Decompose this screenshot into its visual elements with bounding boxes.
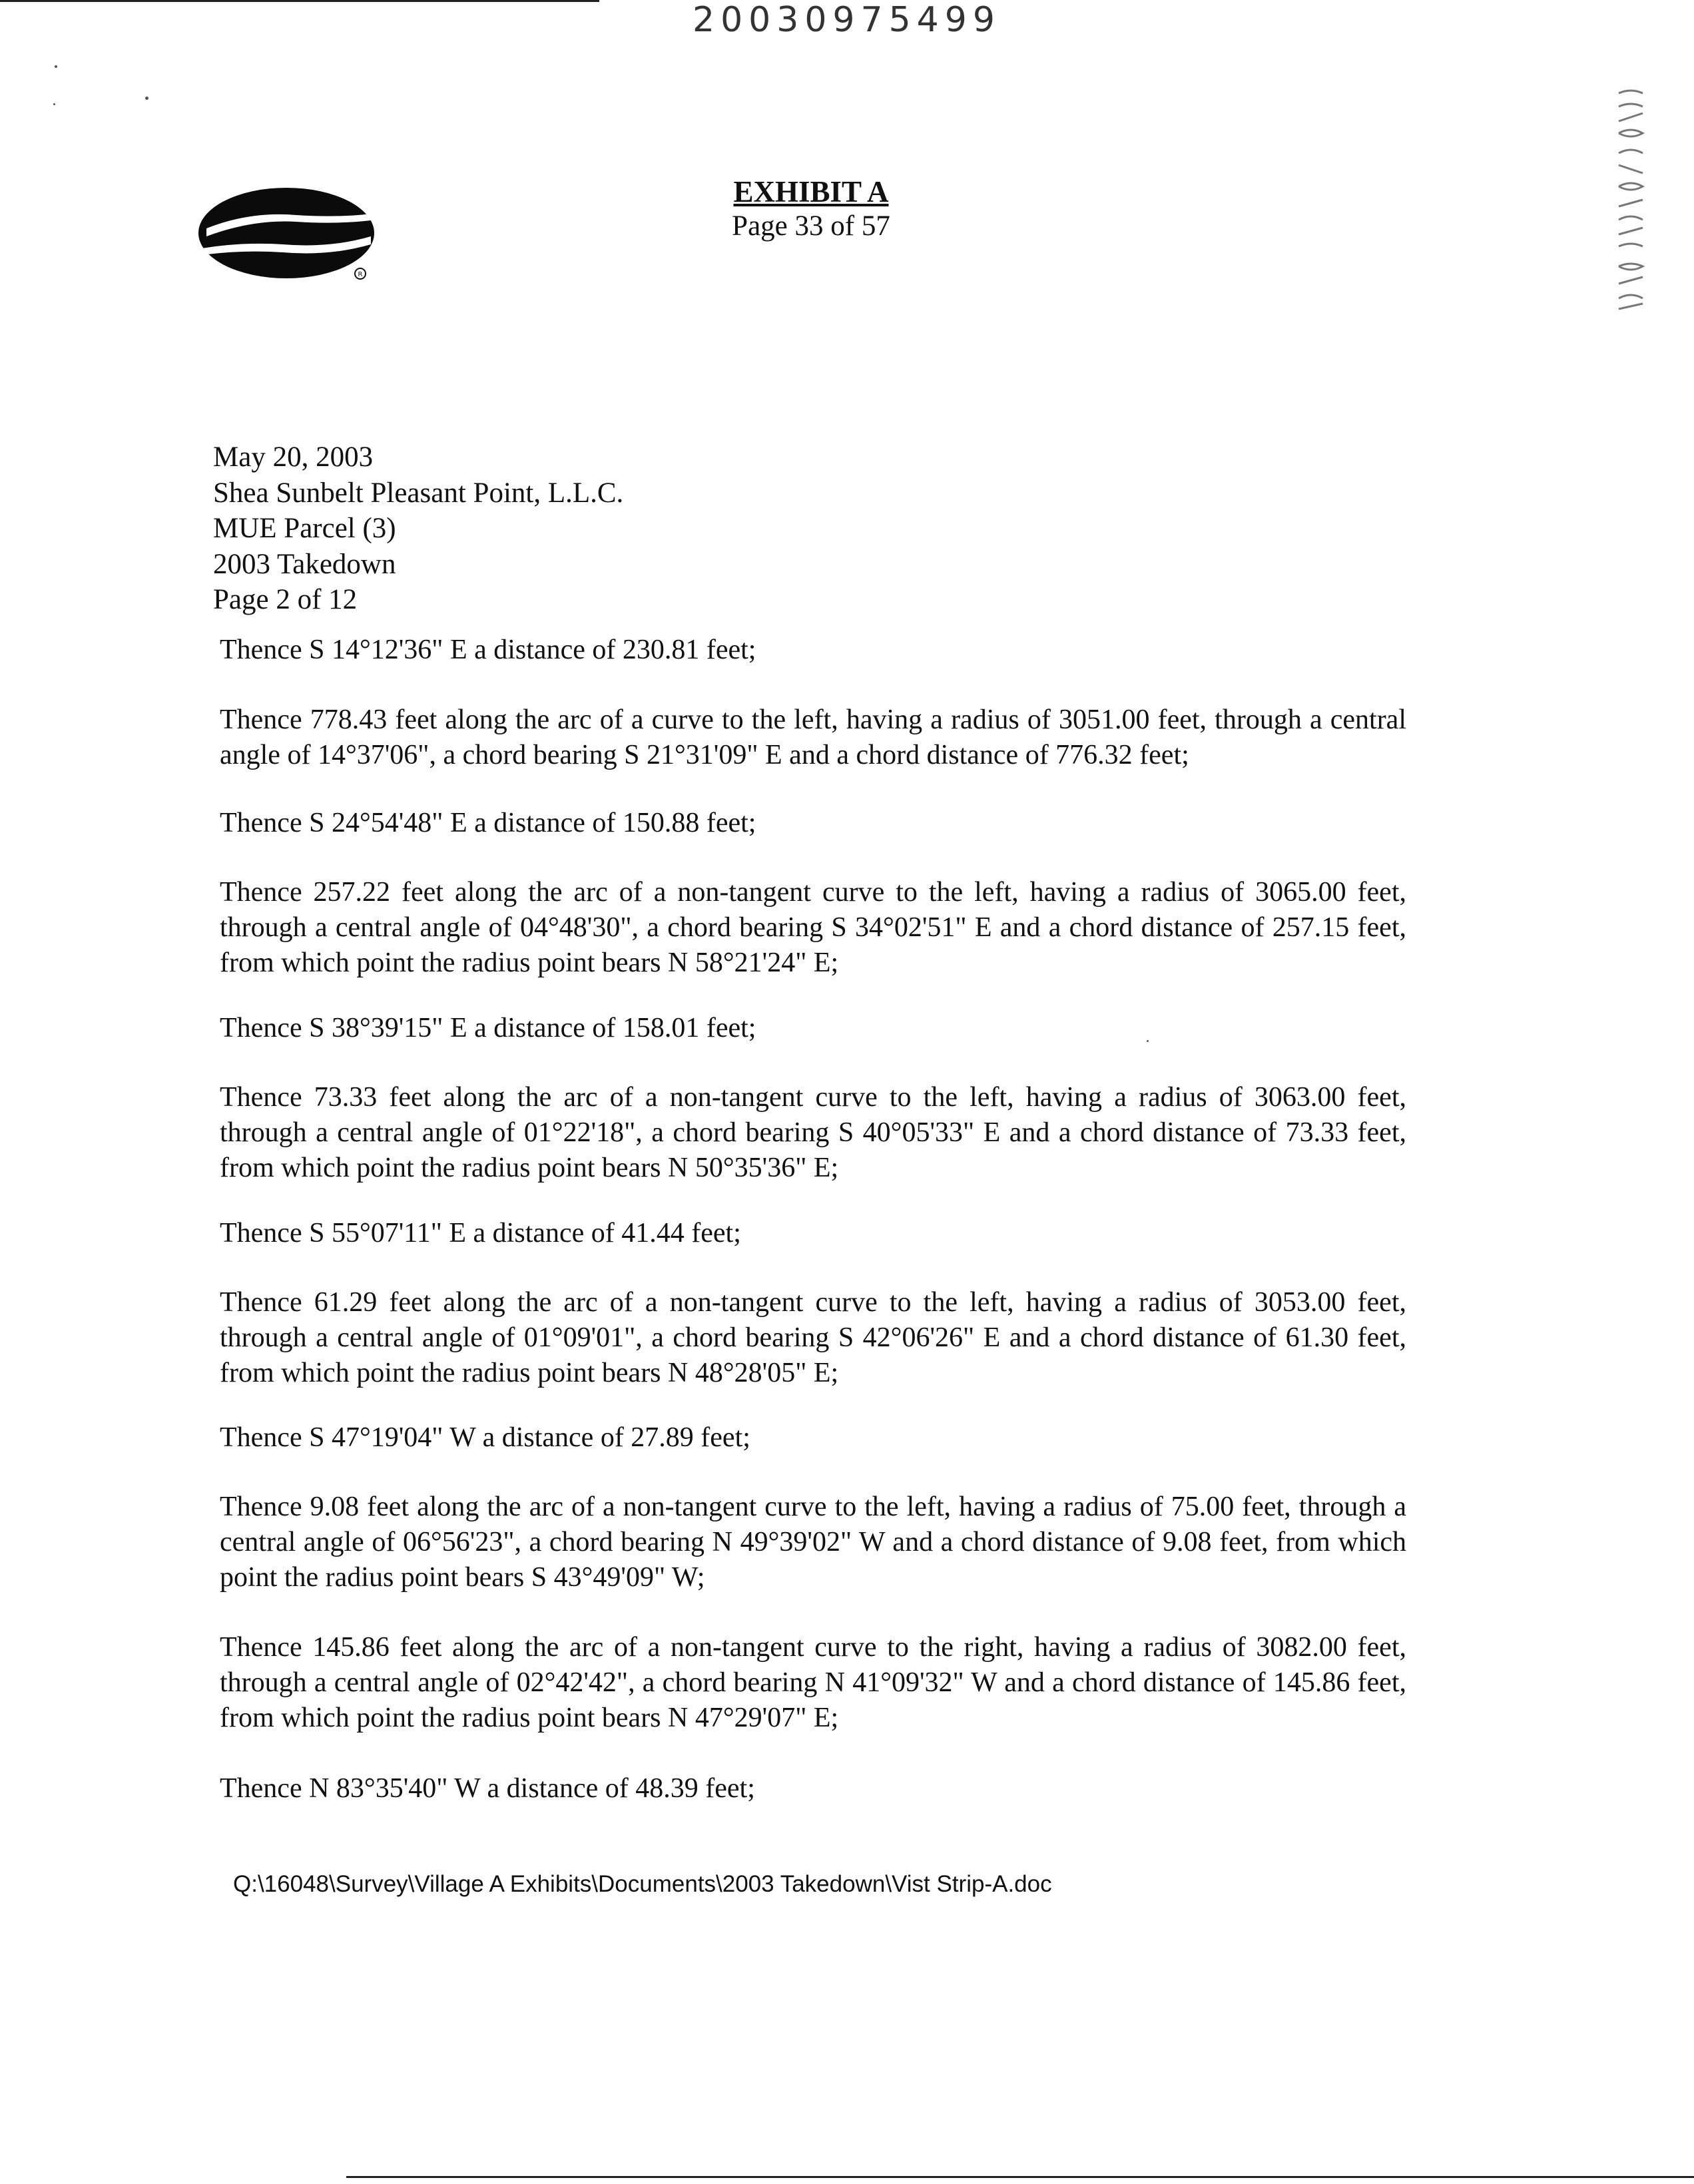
header-takedown: 2003 Takedown (213, 548, 396, 580)
header-company: Shea Sunbelt Pleasant Point, L.L.C. (213, 477, 624, 509)
legal-description-paragraph: Thence S 24°54'48" E a distance of 150.88 feet; (220, 808, 756, 838)
legal-description-paragraph: Thence 778.43 feet along the arc of a curve to the left, having a radius of 3051.00 feet, through a central angle of 14°37'06", a chord bearing S 21°31'09" E and a chord distance of 776.32 feet; (220, 704, 1406, 770)
legal-description-paragraph: Thence S 38°39'15" E a distance of 158.01 feet; (220, 1013, 756, 1043)
scan-speck (53, 103, 55, 105)
legal-description-paragraph: Thence S 14°12'36" E a distance of 230.81 feet; (220, 635, 756, 665)
bottom-scan-rule (346, 2176, 1694, 2178)
header-date: May 20, 2003 (213, 441, 374, 473)
exhibit-title: EXHIBIT A (733, 175, 889, 208)
legal-description-paragraph: Thence 61.29 feet along the arc of a non-tangent curve to the left, having a radius of 3053.00 feet, through a central angle of 01°09'01", a chord bearing S 42°06'26" E and a chord distance of 61.30 feet, from which point the radius point bears N 48°28'05" E; (220, 1287, 1406, 1388)
exhibit-page-number: Page 33 of 57 (732, 210, 890, 242)
header-page: Page 2 of 12 (213, 584, 358, 615)
scan-speck (145, 97, 148, 100)
legal-description-paragraph: Thence 9.08 feet along the arc of a non-tangent curve to the left, having a radius of 75.00 feet, through a central angle of 06°56'23", a chord bearing N 49°39'02" W and a chord distance of 9.08 feet, from which point the radius point bears S 43°49'09" W; (220, 1492, 1406, 1593)
document-file-path: Q:\16048\Survey\Village A Exhibits\Documents\2003 Takedown\Vist Strip-A.doc (233, 1871, 1052, 1897)
exhibit-header (666, 174, 956, 244)
scan-speck (55, 65, 57, 68)
side-recording-stamp (1615, 87, 1647, 313)
legal-description-paragraph: Thence N 83°35'40" W a distance of 48.39 feet; (220, 1773, 755, 1804)
legal-description-paragraph: Thence S 55°07'11" E a distance of 41.44 feet; (220, 1218, 741, 1248)
svg-text:R: R (358, 271, 363, 278)
legal-description-paragraph: Thence 145.86 feet along the arc of a non-tangent curve to the right, having a radius of 3082.00 feet, through a central angle of 02°42'42", a chord bearing N 41°09'32" W and a chord distance of 145.86 feet, from which point the radius point bears N 47°29'07" E; (220, 1632, 1406, 1733)
legal-description-paragraph: Thence 257.22 feet along the arc of a non-tangent curve to the left, having a radius of 3065.00 feet, through a central angle of 04°48'30", a chord bearing S 34°02'51" E and a chord distance of 257.15 feet, from which point the radius point bears N 58°21'24" E; (220, 877, 1406, 978)
letter-header (213, 439, 623, 618)
header-parcel: MUE Parcel (3) (213, 513, 396, 544)
company-s-logo-icon (196, 183, 396, 290)
recording-number: 20030975499 (693, 0, 1001, 40)
legal-description-paragraph: Thence S 47°19'04" W a distance of 27.89 feet; (220, 1422, 750, 1453)
top-scan-rule (0, 0, 599, 2)
legal-description-paragraph: Thence 73.33 feet along the arc of a non-tangent curve to the left, having a radius of 3063.00 feet, through a central angle of 01°22'18", a chord bearing S 40°05'33" E and a chord distance of 73.33 feet, from which point the radius point bears N 50°35'36" E; (220, 1082, 1406, 1183)
